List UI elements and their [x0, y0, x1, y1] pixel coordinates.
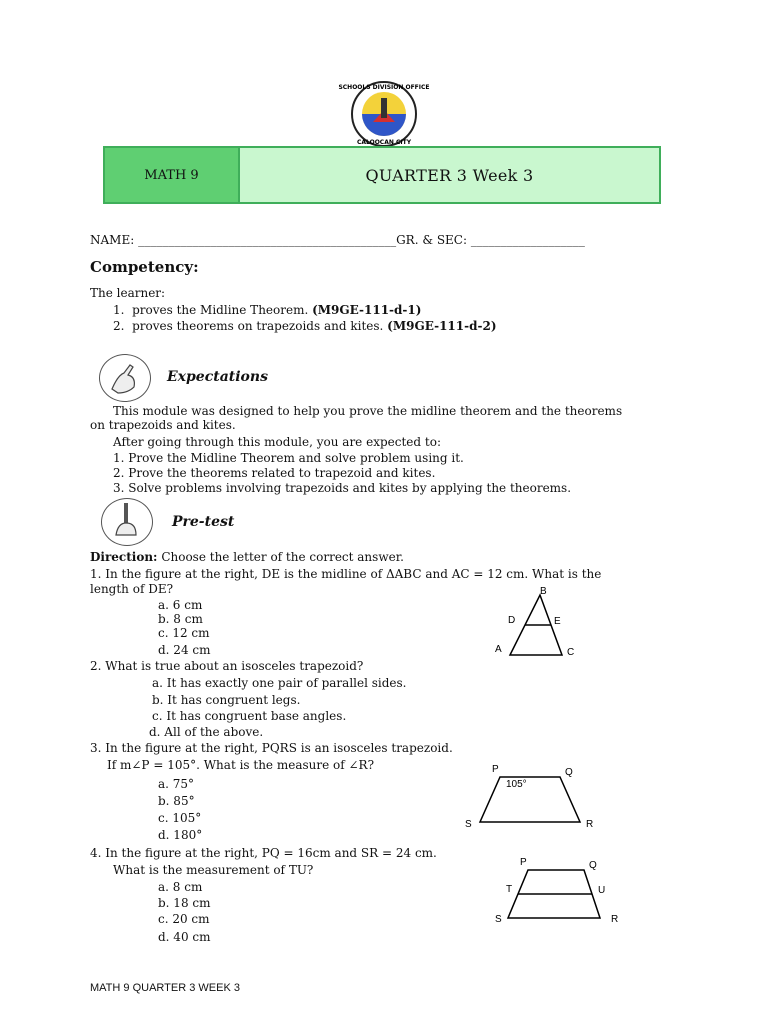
header-box: [103, 146, 661, 204]
schools-division-logo: [335, 80, 433, 148]
q4-choice-a[interactable]: a. 8 cm: [158, 880, 203, 894]
svg-text:R: R: [586, 819, 594, 830]
question-3-line1: 3. In the figure at the right, PQRS is an isosceles trapezoid.: [90, 741, 453, 755]
svg-text:U: U: [598, 885, 606, 896]
svg-text:105°: 105°: [506, 779, 527, 790]
expectations-item-3: 3. Solve problems involving trapezoids and kites by applying the theorems.: [113, 481, 572, 495]
svg-text:P: P: [520, 857, 527, 868]
q3-choice-b[interactable]: b. 85°: [158, 794, 195, 808]
svg-text:Q: Q: [565, 767, 573, 778]
question-3-line2: If m∠P = 105°. What is the measure of ∠R?: [107, 758, 375, 772]
trapezoid-pqrs-figure: [460, 760, 605, 835]
logo-text-bottom: CALOOCAN CITY: [356, 139, 412, 146]
q2-choice-a[interactable]: a. It has exactly one pair of parallel sides.: [152, 676, 407, 690]
question-1-line1: 1. In the figure at the right, DE is the midline of ΔABC and AC = 12 cm. What is the: [90, 567, 602, 581]
svg-text:R: R: [611, 914, 619, 925]
svg-text:T: T: [506, 884, 513, 895]
direction-line: Direction: Choose the letter of the correct answer.: [90, 550, 404, 564]
expectations-item-1: 1. Prove the Midline Theorem and solve problem using it.: [113, 451, 464, 465]
q3-choice-d[interactable]: d. 180°: [158, 828, 203, 842]
q2-choice-c[interactable]: c. It has congruent base angles.: [152, 709, 347, 723]
svg-text:C: C: [567, 647, 575, 658]
q1-choice-c[interactable]: c. 12 cm: [158, 626, 210, 640]
competency-item-2: 2. proves theorems on trapezoids and kites. (M9GE-111-d-2): [113, 319, 497, 333]
pretest-heading: Pre-test: [172, 514, 235, 530]
svg-text:B: B: [540, 586, 547, 597]
q4-choice-b[interactable]: b. 18 cm: [158, 896, 211, 910]
page-footer: MATH 9 QUARTER 3 WEEK 3: [90, 982, 240, 994]
pencil-hand-icon: [101, 498, 153, 546]
triangle-figure: [490, 585, 590, 660]
q4-choice-d[interactable]: d. 40 cm: [158, 930, 211, 944]
expectations-item-2: 2. Prove the theorems related to trapezoid and kites.: [113, 466, 436, 480]
name-line: NAME: ___________________________________________GR. & SEC: ___________________: [90, 233, 585, 247]
expectations-para1b: on trapezoids and kites.: [90, 418, 236, 432]
competency-item-1: 1. proves the Midline Theorem. (M9GE-111-d-1): [113, 303, 422, 317]
svg-text:Q: Q: [589, 860, 597, 871]
q1-choice-a[interactable]: a. 6 cm: [158, 598, 203, 612]
expectations-para2: After going through this module, you are expected to:: [113, 435, 441, 449]
quarter-title: QUARTER 3 Week 3: [240, 148, 659, 202]
q4-choice-c[interactable]: c. 20 cm: [158, 912, 210, 926]
logo-text-top: SCHOOLS DIVISION OFFICE: [338, 84, 430, 91]
expectations-para1a: This module was designed to help you prove the midline theorem and the theorems: [113, 404, 623, 418]
svg-text:S: S: [495, 914, 502, 925]
competency-heading: Competency:: [90, 258, 199, 276]
svg-text:P: P: [492, 764, 499, 775]
question-4-line1: 4. In the figure at the right, PQ = 16cm and SR = 24 cm.: [90, 846, 437, 860]
expectations-heading: Expectations: [167, 369, 268, 385]
svg-text:D: D: [508, 615, 516, 626]
question-2: 2. What is true about an isosceles trapezoid?: [90, 659, 364, 673]
trapezoid-tu-figure: [488, 855, 628, 930]
q3-choice-c[interactable]: c. 105°: [158, 811, 202, 825]
svg-text:S: S: [465, 819, 472, 830]
hand-pointing-icon: [99, 354, 151, 402]
q3-choice-a[interactable]: a. 75°: [158, 777, 195, 791]
subject-label: MATH 9: [105, 148, 240, 202]
svg-text:A: A: [495, 644, 502, 655]
q2-choice-b[interactable]: b. It has congruent legs.: [152, 693, 301, 707]
q1-choice-d[interactable]: d. 24 cm: [158, 643, 211, 657]
svg-text:E: E: [554, 616, 561, 627]
q2-choice-d[interactable]: d. All of the above.: [149, 725, 264, 739]
question-4-line2: What is the measurement of TU?: [113, 863, 314, 877]
competency-intro: The learner:: [90, 286, 166, 300]
q1-choice-b[interactable]: b. 8 cm: [158, 612, 203, 626]
question-1-line2: length of DE?: [90, 582, 174, 596]
